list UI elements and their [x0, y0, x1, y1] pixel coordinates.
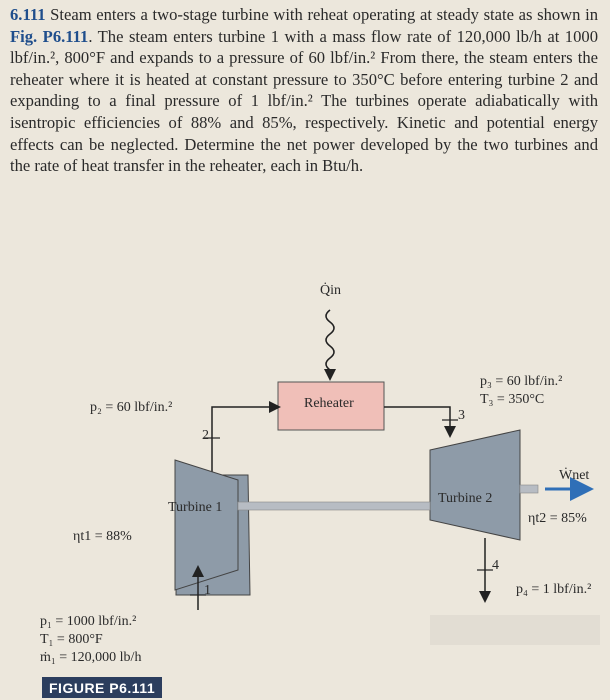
state-1-label: 1	[204, 583, 211, 598]
state-1-temperature: T₁ = 800°F	[40, 632, 103, 647]
state-2-label: 2	[202, 428, 209, 443]
problem-text-1: Steam enters a two-stage turbine with reheat operating at steady state as shown in	[45, 5, 598, 24]
state-3-label: 3	[458, 408, 465, 423]
figure-reference: Fig. P6.111	[10, 26, 89, 46]
problem-statement	[10, 4, 598, 177]
eta-2-label: ηt2 = 85%	[528, 511, 587, 526]
w-net-label: Ẇnet	[559, 468, 590, 483]
figure-caption: FIGURE P6.111	[42, 677, 162, 698]
turbine-2	[430, 430, 520, 540]
blurred-region	[430, 615, 600, 645]
state-4-label: 4	[492, 558, 499, 573]
pipe-2-to-reheater	[212, 407, 278, 475]
q-in-label: Q̇in	[320, 283, 341, 298]
turbine-1-label: Turbine 1	[168, 500, 223, 515]
turbine-1	[175, 460, 238, 590]
eta-1-label: ηt1 = 88%	[73, 529, 132, 544]
state-3-temperature: T₃ = 350°C	[480, 392, 545, 407]
state-3-pressure: p₃ = 60 lbf/in.²	[480, 374, 563, 389]
state-4-pressure: p₄ = 1 lbf/in.²	[516, 582, 592, 597]
turbine-shaft	[238, 502, 430, 510]
state-1-pressure: p₁ = 1000 lbf/in.²	[40, 614, 137, 629]
state-1-mass-flow: ṁ₁ = 120,000 lb/h	[40, 650, 142, 665]
p2-label: p₂ = 60 lbf/in.²	[90, 400, 173, 415]
heat-input-wavy-line	[326, 310, 334, 370]
pipe-reheater-to-3	[384, 407, 450, 435]
reheater-label: Reheater	[304, 396, 354, 411]
problem-number: 6.111	[10, 5, 46, 24]
problem-text-2: . The steam enters turbine 1 with a mass flow rate of 120,000 lb/h at 1000 lbf/in.², 800°F and expands to a pressure of 60 lbf/in.² From there, the steam enters the reheater where it is heated at constant pressure to 350°C before entering turbine 2 and expanding to a final pressure of 1 lbf/in.² The turbines operate adiabatically with isentropic efficiencies of 88% and 85%, respectively. Kinetic and potential energy effects can be neglected. Determine the net power developed by the two turbines and the rate of heat transfer in the reheater, each in Btu/h.	[10, 26, 598, 176]
output-shaft	[520, 485, 538, 493]
turbine-2-label: Turbine 2	[438, 491, 493, 506]
